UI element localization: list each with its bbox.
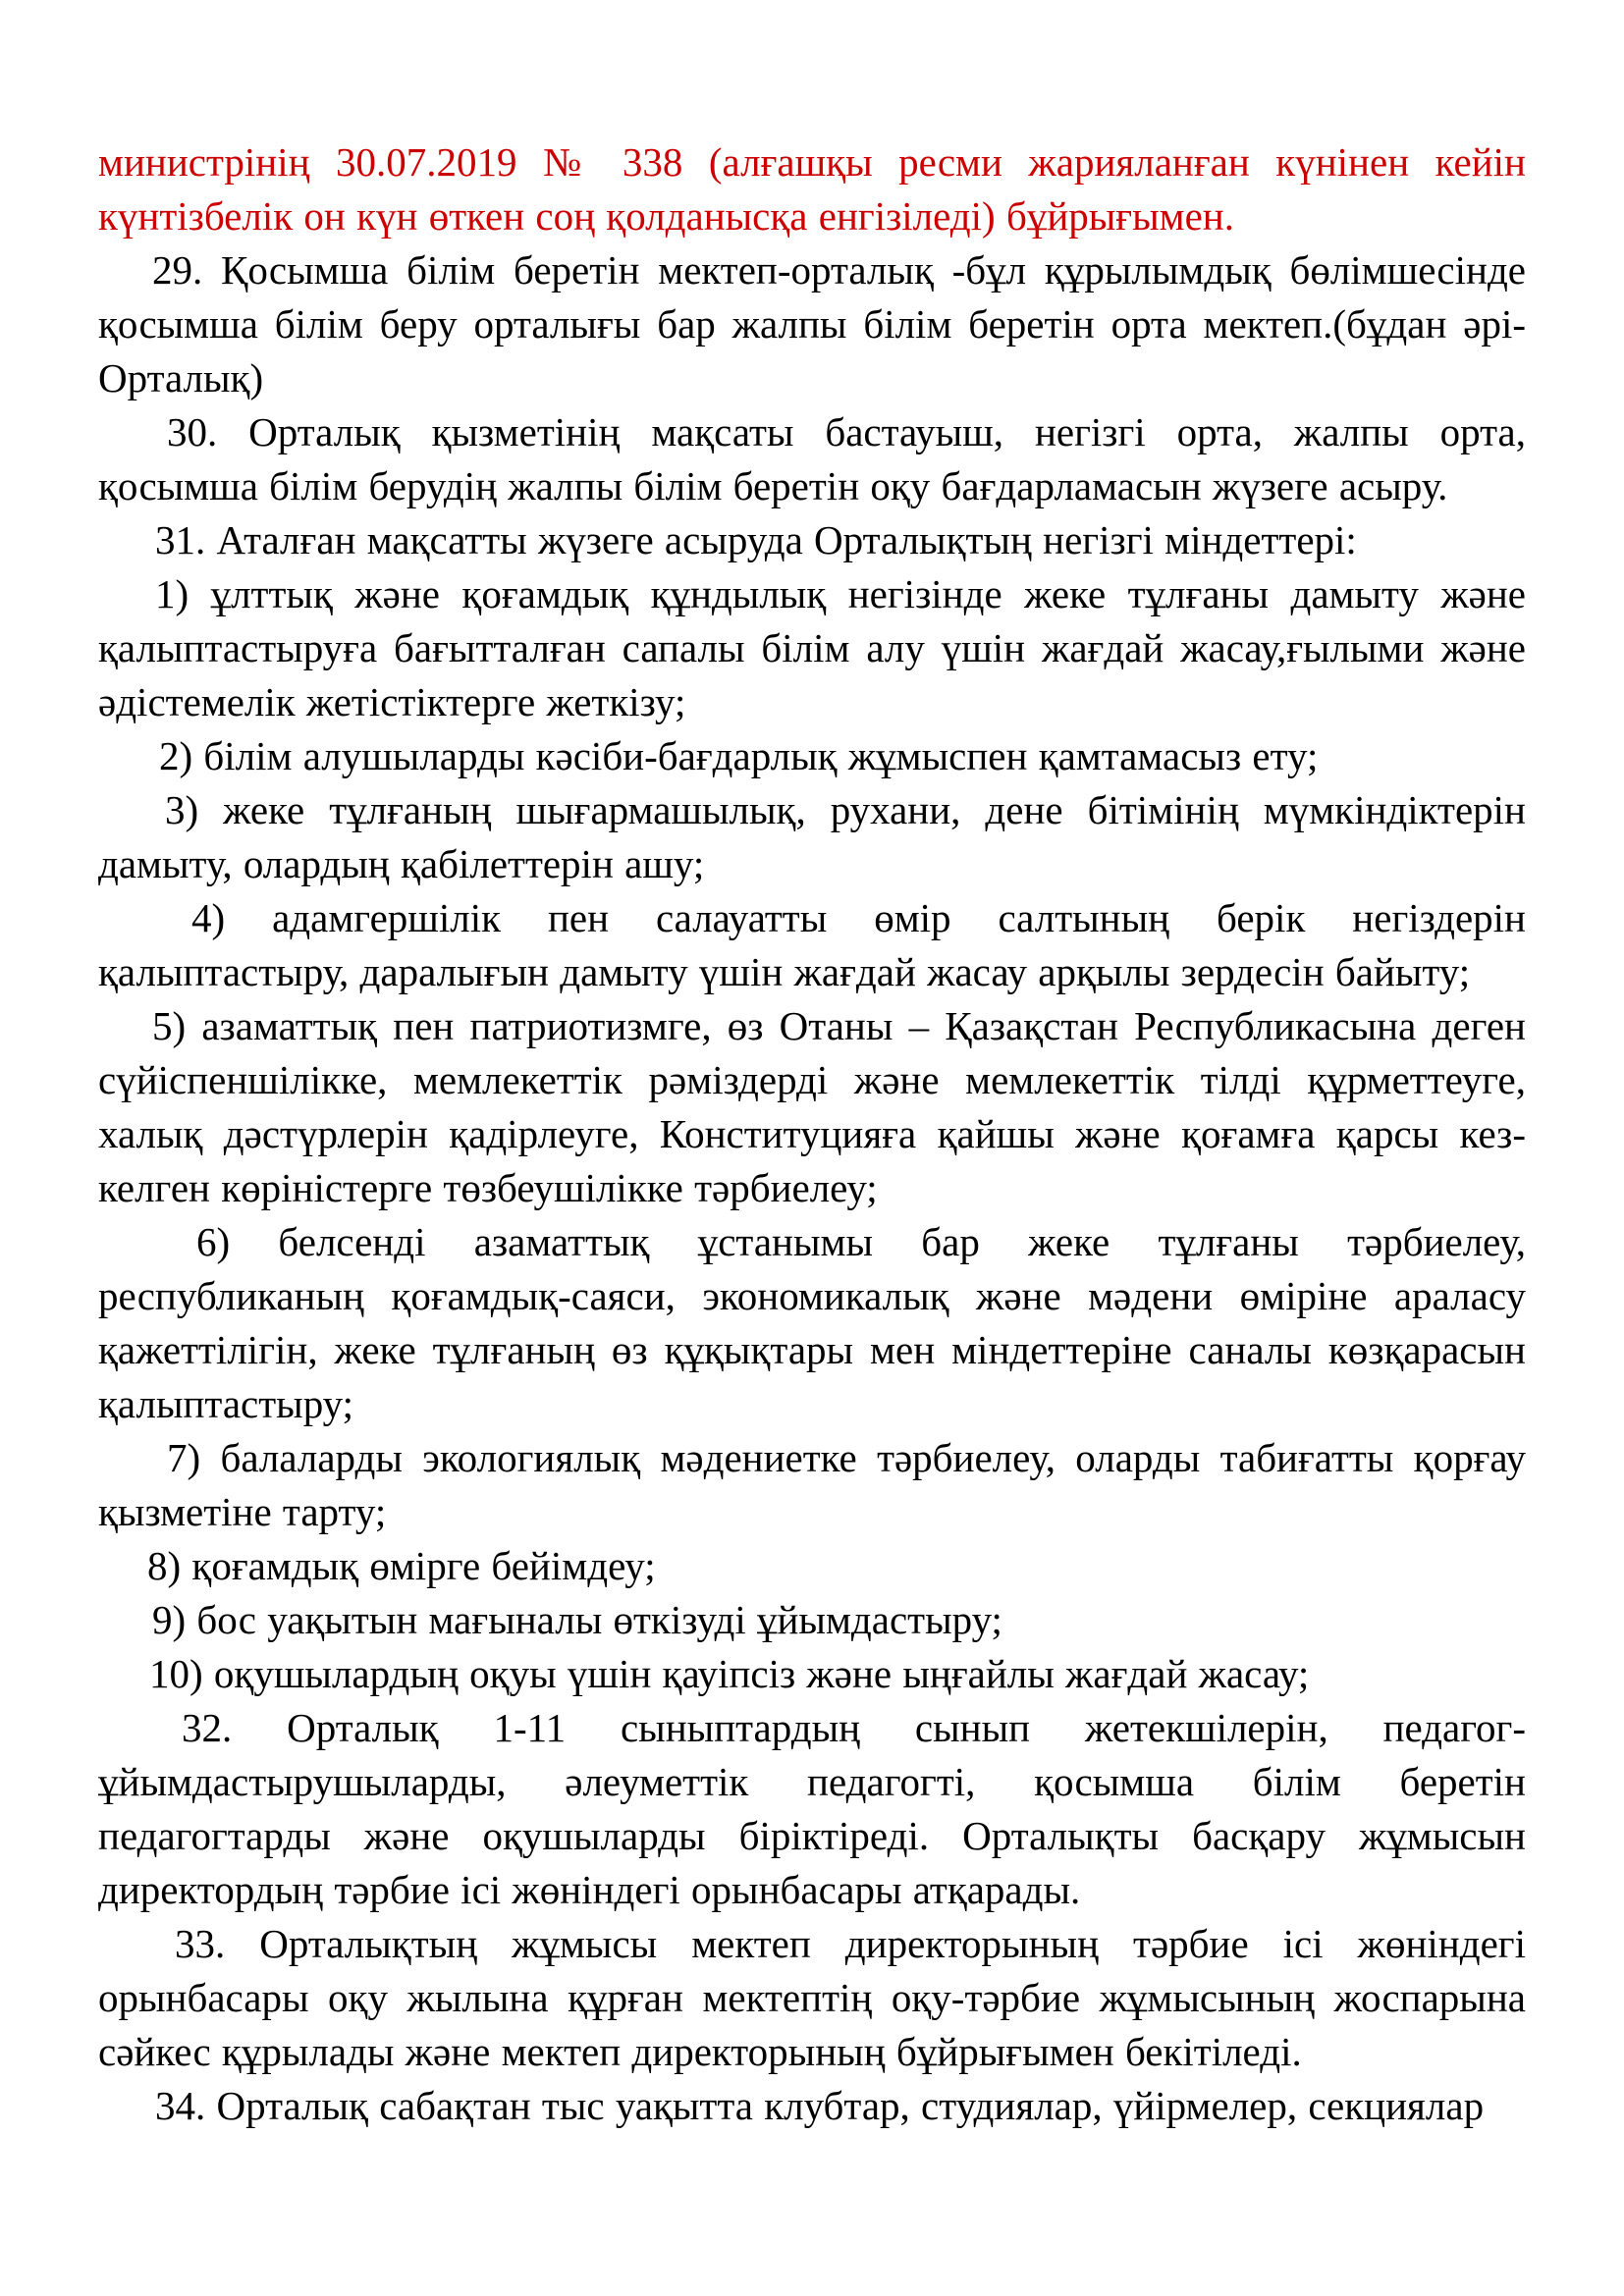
paragraph-34: 34. Орталық сабақтан тыс уақытта клубтар, студиялар, үйірмелер, секциялар (155, 2083, 1485, 2128)
list-item-10: 10) оқушылардың оқуы үшін қауіпсіз және ыңғайлы жағдай жасау; (149, 1651, 1310, 1696)
list-item-8: 8) қоғамдық өмірге бейімдеу; (147, 1543, 656, 1588)
paragraph-order-reference: министрінің 30.07.2019 № 338 (алғашқы ресми жарияланған күнінен кейін күнтізбелік он күн өткен соң қолданысқа енгізіледі) бұйрығымен. (98, 139, 1526, 239)
list-item-1: 1) ұлттық және қоғамдық құндылық негізінде жеке тұлғаны дамыту және қалыптастыруға бағытталған сапалы білім алу үшін жағдай жасау,ғылыми және әдістемелік жетістіктерге жеткізу; (98, 571, 1526, 724)
list-item-4: 4) адамгершілік пен салауатты өмір салтының берік негіздерін қалыптастыру, даралығын дамыту үшін жағдай жасау арқылы зердесін байыту; (98, 895, 1526, 994)
list-item-6: 6) белсенді азаматтық ұстанымы бар жеке тұлғаны тәрбиелеу, республиканың қоғамдық-саяси, экономикалық және мәдени өміріне араласу қажеттілігін, жеке тұлғаның өз құқықтары мен міндеттеріне саналы көзқарасын қалыптастыру; (98, 1219, 1526, 1426)
list-item-2: 2) білім алушыларды кәсіби-бағдарлық жұмыспен қамтамасыз ету; (159, 733, 1319, 778)
list-item-9: 9) бос уақытын мағыналы өткізуді ұйымдастыру; (152, 1597, 1002, 1642)
list-item-3: 3) жеке тұлғаның шығармашылық, рухани, дене бітімінің мүмкіндіктерін дамыту, олардың қабілеттерін ашу; (98, 787, 1526, 886)
paragraph-29: 29. Қосымша білім беретін мектеп-орталық -бұл құрылымдық бөлімшесінде қосымша білім беру орталығы бар жалпы білім беретін орта мектеп.(бұдан әрі-Орталық) (98, 247, 1526, 400)
list-item-7: 7) балаларды экологиялық мәдениетке тәрбиелеу, оларды табиғатты қорғау қызметіне тарту; (98, 1435, 1526, 1534)
paragraph-30: 30. Орталық қызметінің мақсаты бастауыш, негізгі орта, жалпы орта, қосымша білім берудің жалпы білім беретін оқу бағдарламасын жүзеге асыру. (98, 409, 1526, 508)
list-item-5: 5) азаматтық пен патриотизмге, өз Отаны – Қазақстан Республикасына деген сүйіспеншілікке, мемлекеттік рәміздерді және мемлекеттік тілді құрметтеуге, халық дәстүрлерін қадірлеуге, Конституцияға қайшы және қоғамға қарсы кез-келген көріністерге төзбеушілікке тәрбиелеу; (98, 1003, 1526, 1210)
paragraph-33: 33. Орталықтың жұмысы мектеп директорының тәрбие ісі жөніндегі орынбасары оқу жылына құрған мектептің оқу-тәрбие жұмысының жоспарына сәйкес құрылады және мектеп директорының бұйрығымен бекітіледі. (98, 1921, 1526, 2074)
paragraph-32: 32. Орталық 1-11 сыныптардың сынып жетекшілерін, педагог-ұйымдастырушыларды, әлеуметтік педагогті, қосымша білім беретін педагогтарды және оқушыларды біріктіреді. Орталықты басқару жұмысын директордың тәрбие ісі жөніндегі орынбасары атқарады. (98, 1705, 1526, 1912)
paragraph-31: 31. Аталған мақсатты жүзеге асыруда Орталықтың негізгі міндеттері: (155, 517, 1357, 562)
